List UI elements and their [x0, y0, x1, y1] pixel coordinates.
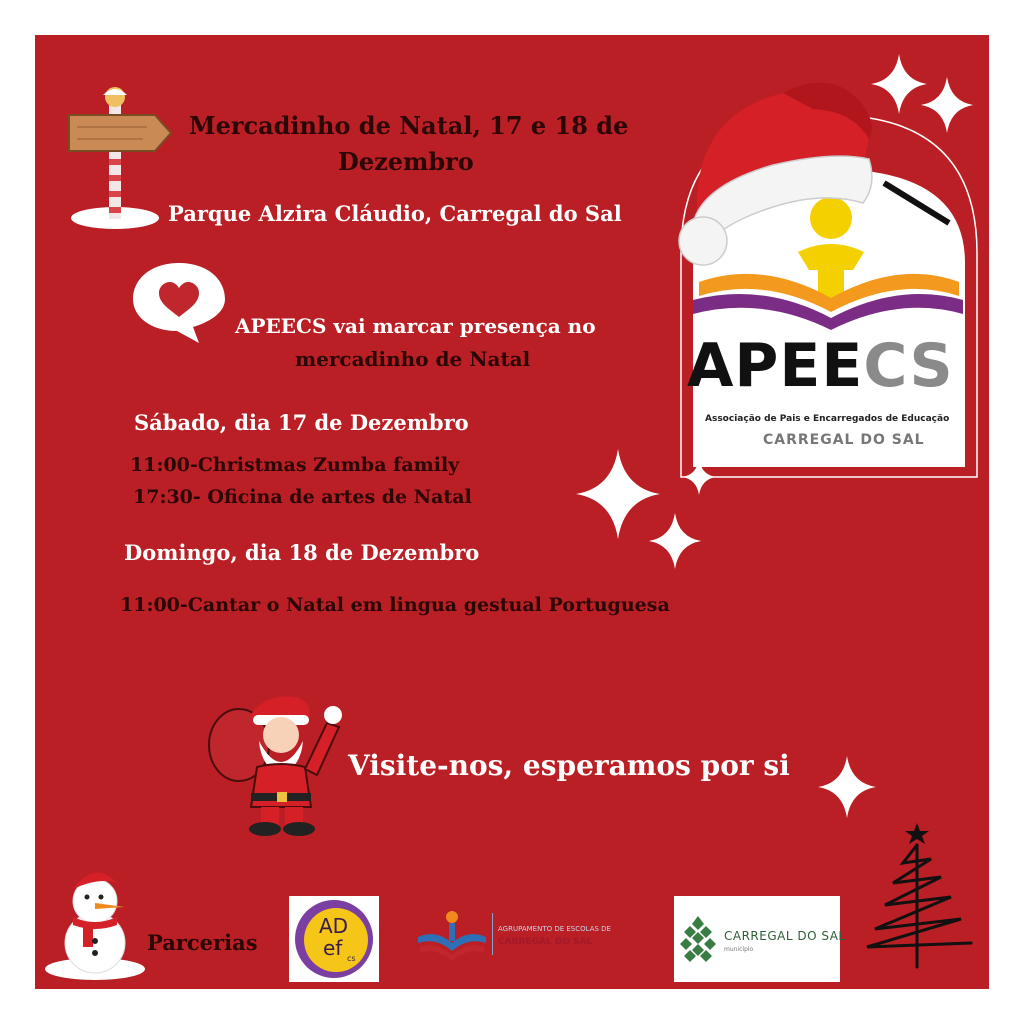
saturday-item-2: 17:30- Oficina de artes de Natal — [133, 486, 472, 508]
adef-line2: ef — [323, 936, 343, 960]
logo-place: CARREGAL DO SAL — [763, 432, 925, 448]
adef-line1: AD — [319, 914, 349, 938]
christmas-tree-icon — [859, 821, 979, 971]
santa-claus-icon — [205, 657, 345, 839]
pinecone-icon — [678, 914, 718, 962]
logo-acronym-dark: APEE — [687, 331, 864, 401]
event-location: Parque Alzira Cláudio, Carregal do Sal — [168, 201, 622, 226]
saturday-heading: Sábado, dia 17 de Dezembro — [134, 410, 469, 435]
sparkle-icon — [818, 756, 876, 818]
signpost-icon — [63, 83, 173, 231]
agrupamento-line1: AGRUPAMENTO DE ESCOLAS DE — [498, 925, 611, 933]
agrupamento-line2: CARREGAL DO SAL — [498, 937, 593, 947]
event-title-line1: Mercadinho de Natal, 17 e 18 de — [189, 111, 629, 140]
sunday-item-1: 11:00-Cantar o Natal em lingua gestual Portuguesa — [120, 594, 670, 616]
santa-hat-icon — [663, 55, 893, 267]
partner-agrupamento-logo — [416, 907, 636, 967]
sparkle-icon — [648, 513, 702, 569]
announcement-line1: APEECS vai marcar presença no — [235, 314, 596, 338]
municipio-name: CARREGAL DO SAL — [724, 929, 846, 943]
visit-text: Visite-nos, esperamos por si — [348, 749, 790, 782]
partner-municipio-logo — [674, 896, 846, 982]
logo-full-name: Associação de Pais e Encarregados de Educação — [705, 414, 950, 424]
snowman-icon — [43, 857, 153, 981]
announcement-line2: mercadinho de Natal — [295, 347, 531, 371]
partners-label: Parcerias — [147, 930, 258, 955]
municipio-sub: município — [724, 946, 754, 953]
partner-adef-logo — [289, 896, 379, 982]
logo-acronym-light: CS — [863, 331, 954, 401]
sunday-heading: Domingo, dia 18 de Dezembro — [124, 540, 480, 565]
open-book-person-icon — [416, 907, 488, 963]
event-title-line2: Dezembro — [338, 147, 474, 176]
adef-suffix: cs — [347, 954, 356, 963]
saturday-item-1: 11:00-Christmas Zumba family — [130, 454, 460, 476]
heart-speech-bubble-icon — [129, 259, 229, 344]
poster — [35, 35, 989, 989]
